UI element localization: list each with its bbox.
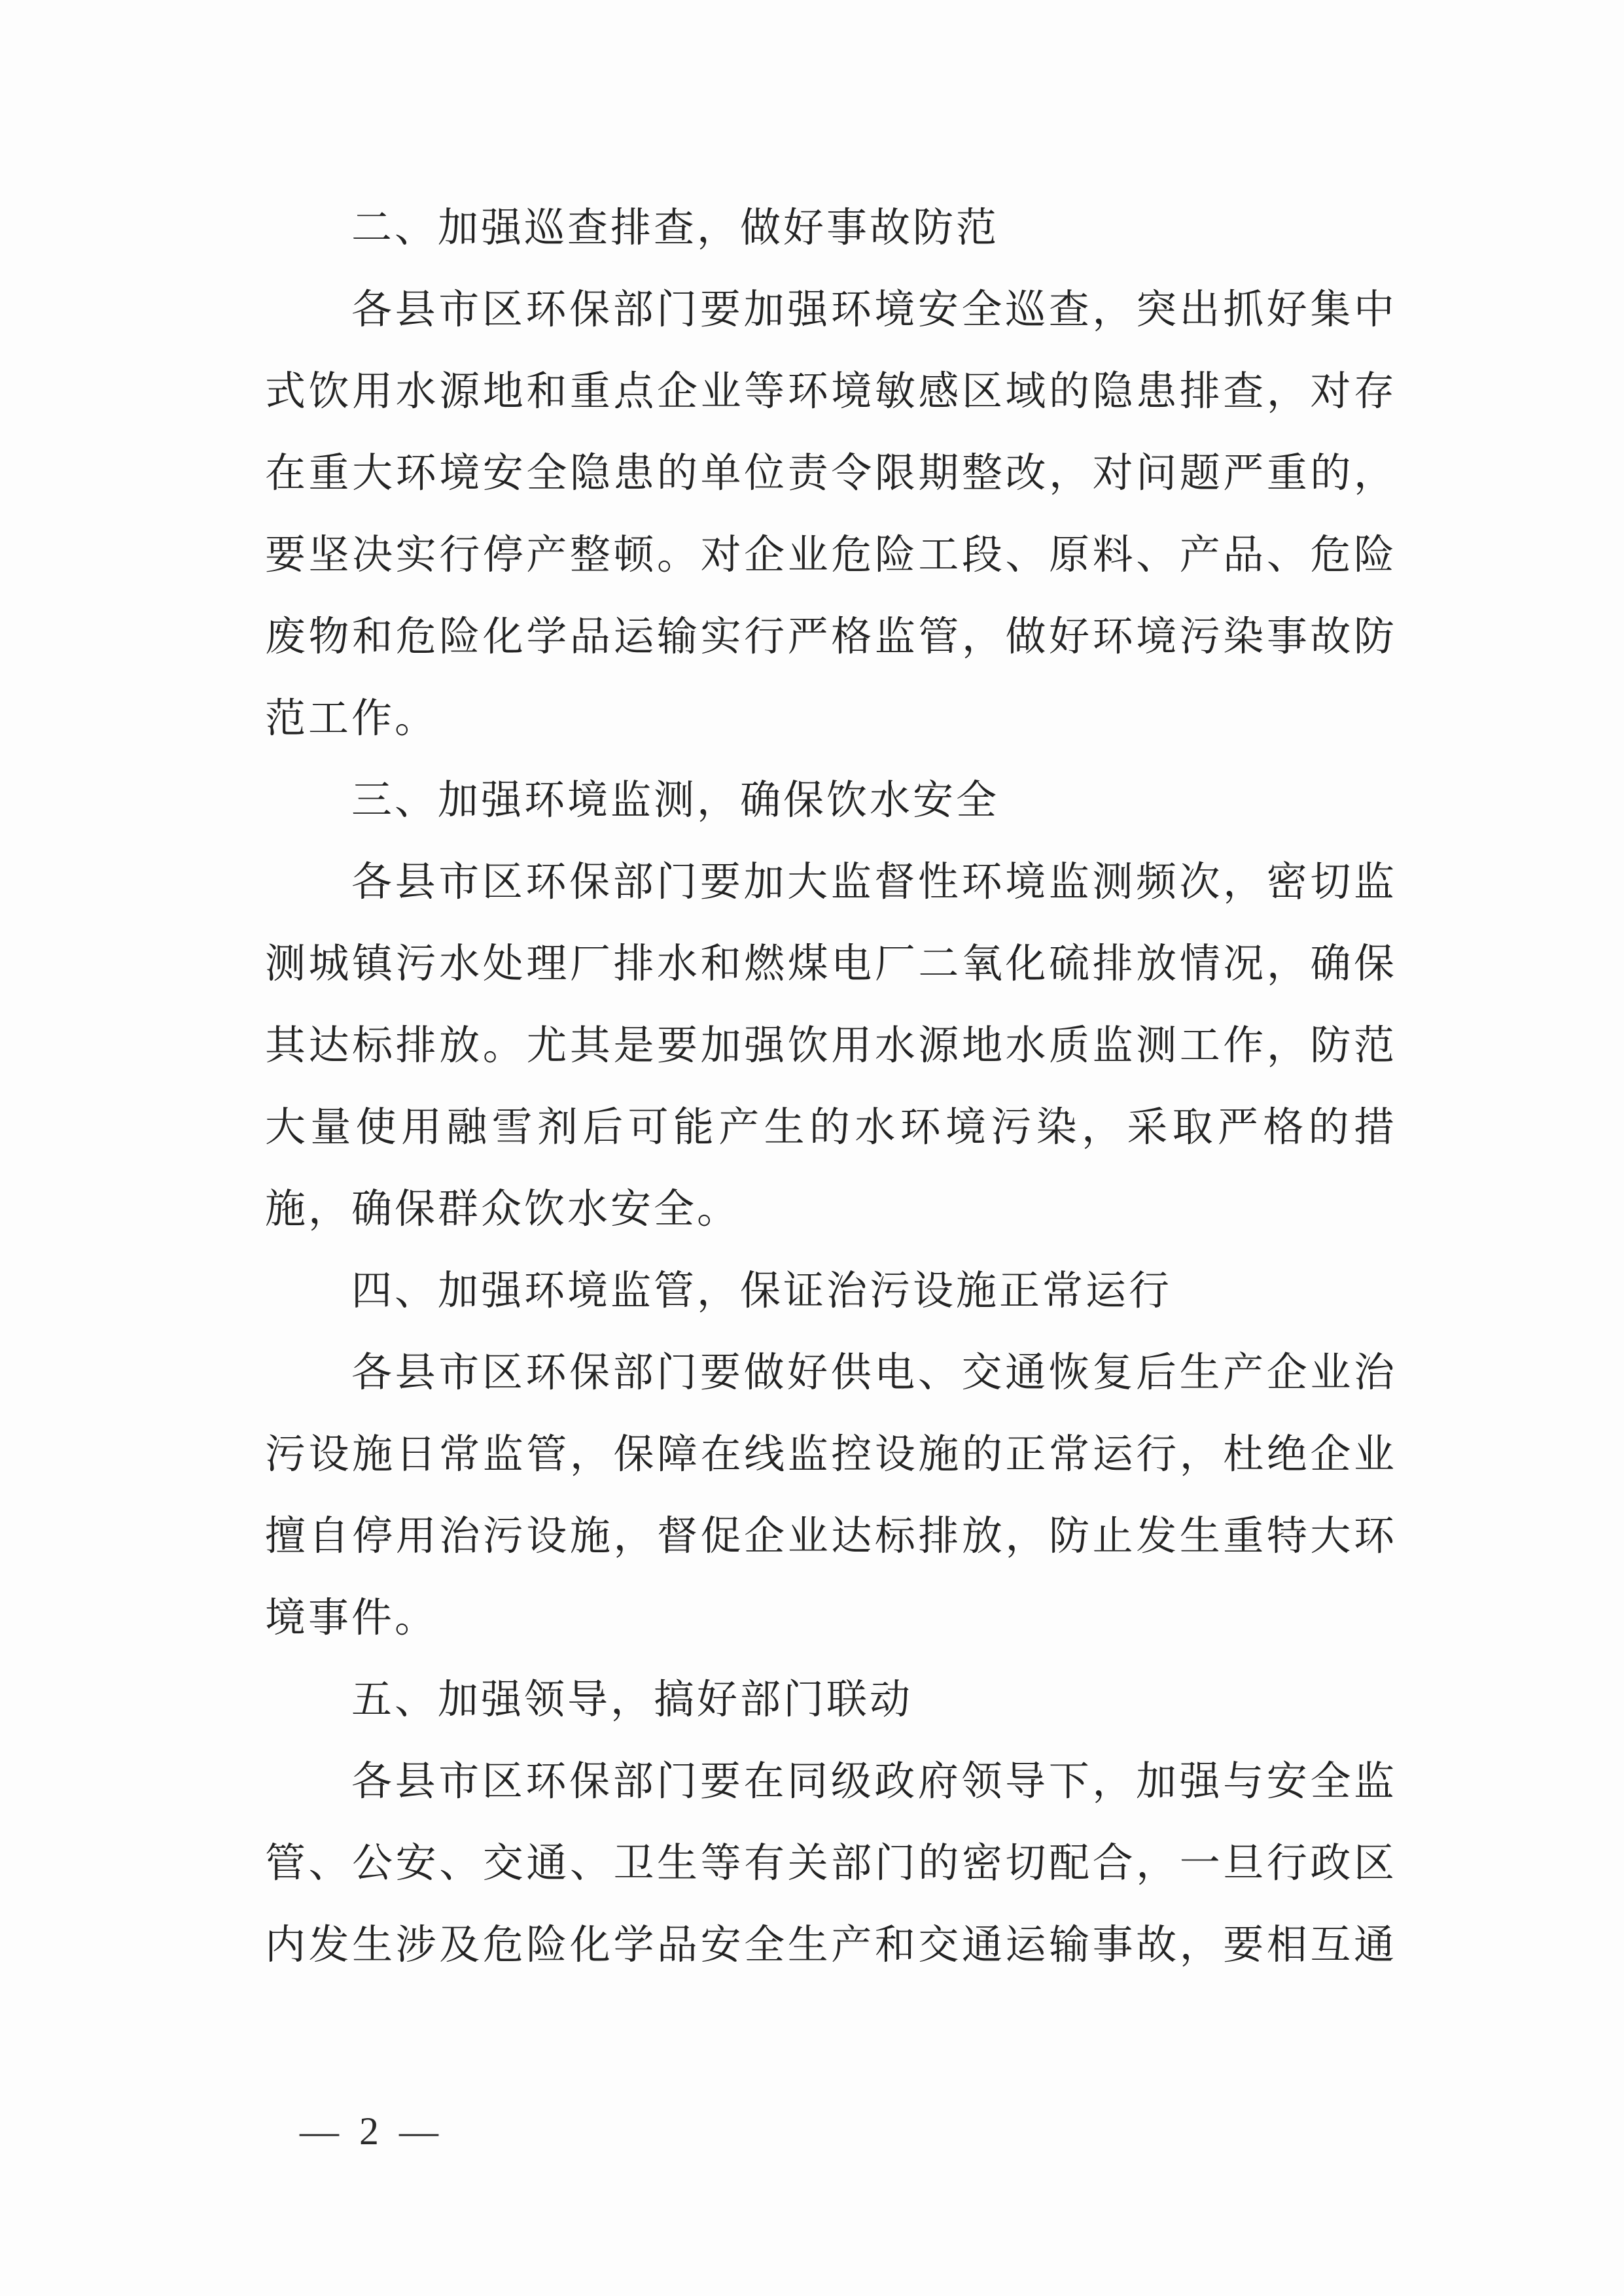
body-line: 范工作。 xyxy=(265,694,438,742)
body-line: 大量使用融雪剂后可能产生的水环境污染，采取严格的措 xyxy=(265,1103,1397,1151)
section-five xyxy=(265,1658,1397,1985)
body-line: 在重大环境安全隐患的单位责令限期整改，对问题严重的， xyxy=(265,449,1397,496)
body-line: 测城镇污水处理厂排水和燃煤电厂二氧化硫排放情况，确保 xyxy=(265,939,1397,987)
body-line: 其达标排放。尤其是要加强饮用水源地水质监测工作，防范 xyxy=(265,1021,1397,1069)
page-number: — 2 — xyxy=(300,2110,444,2153)
section-three xyxy=(265,759,1397,1249)
body-line: 各县市区环保部门要在同级政府领导下，加强与安全监 xyxy=(351,1757,1397,1805)
document-body xyxy=(265,186,1397,1985)
section-heading: 三、加强环境监测，确保饮水安全 xyxy=(351,776,1000,824)
section-four xyxy=(265,1249,1397,1658)
body-line: 废物和危险化学品运输实行严格监管，做好环境污染事故防 xyxy=(265,612,1397,660)
body-line: 各县市区环保部门要做好供电、交通恢复后生产企业治 xyxy=(351,1348,1397,1396)
body-line: 擅自停用治污设施，督促企业达标排放，防止发生重特大环 xyxy=(265,1512,1397,1559)
body-line: 污设施日常监管，保障在线监控设施的正常运行，杜绝企业 xyxy=(265,1430,1397,1478)
body-line: 内发生涉及危险化学品安全生产和交通运输事故，要相互通 xyxy=(265,1921,1397,1968)
body-line: 管、公安、交通、卫生等有关部门的密切配合，一旦行政区 xyxy=(265,1839,1397,1887)
body-line: 各县市区环保部门要加强环境安全巡查，突出抓好集中 xyxy=(351,285,1397,333)
body-line: 式饮用水源地和重点企业等环境敏感区域的隐患排查，对存 xyxy=(265,367,1397,415)
body-line: 境事件。 xyxy=(265,1593,438,1641)
section-two xyxy=(265,186,1397,759)
section-heading: 五、加强领导，搞好部门联动 xyxy=(351,1675,913,1723)
section-heading: 四、加强环境监管，保证治污设施正常运行 xyxy=(351,1266,1173,1314)
section-heading: 二、加强巡查排查，做好事故防范 xyxy=(351,203,1000,251)
body-line: 各县市区环保部门要加大监督性环境监测频次，密切监 xyxy=(351,858,1397,905)
body-line: 要坚决实行停产整顿。对企业危险工段、原料、产品、危险 xyxy=(265,531,1397,578)
body-line: 施，确保群众饮水安全。 xyxy=(265,1185,741,1232)
